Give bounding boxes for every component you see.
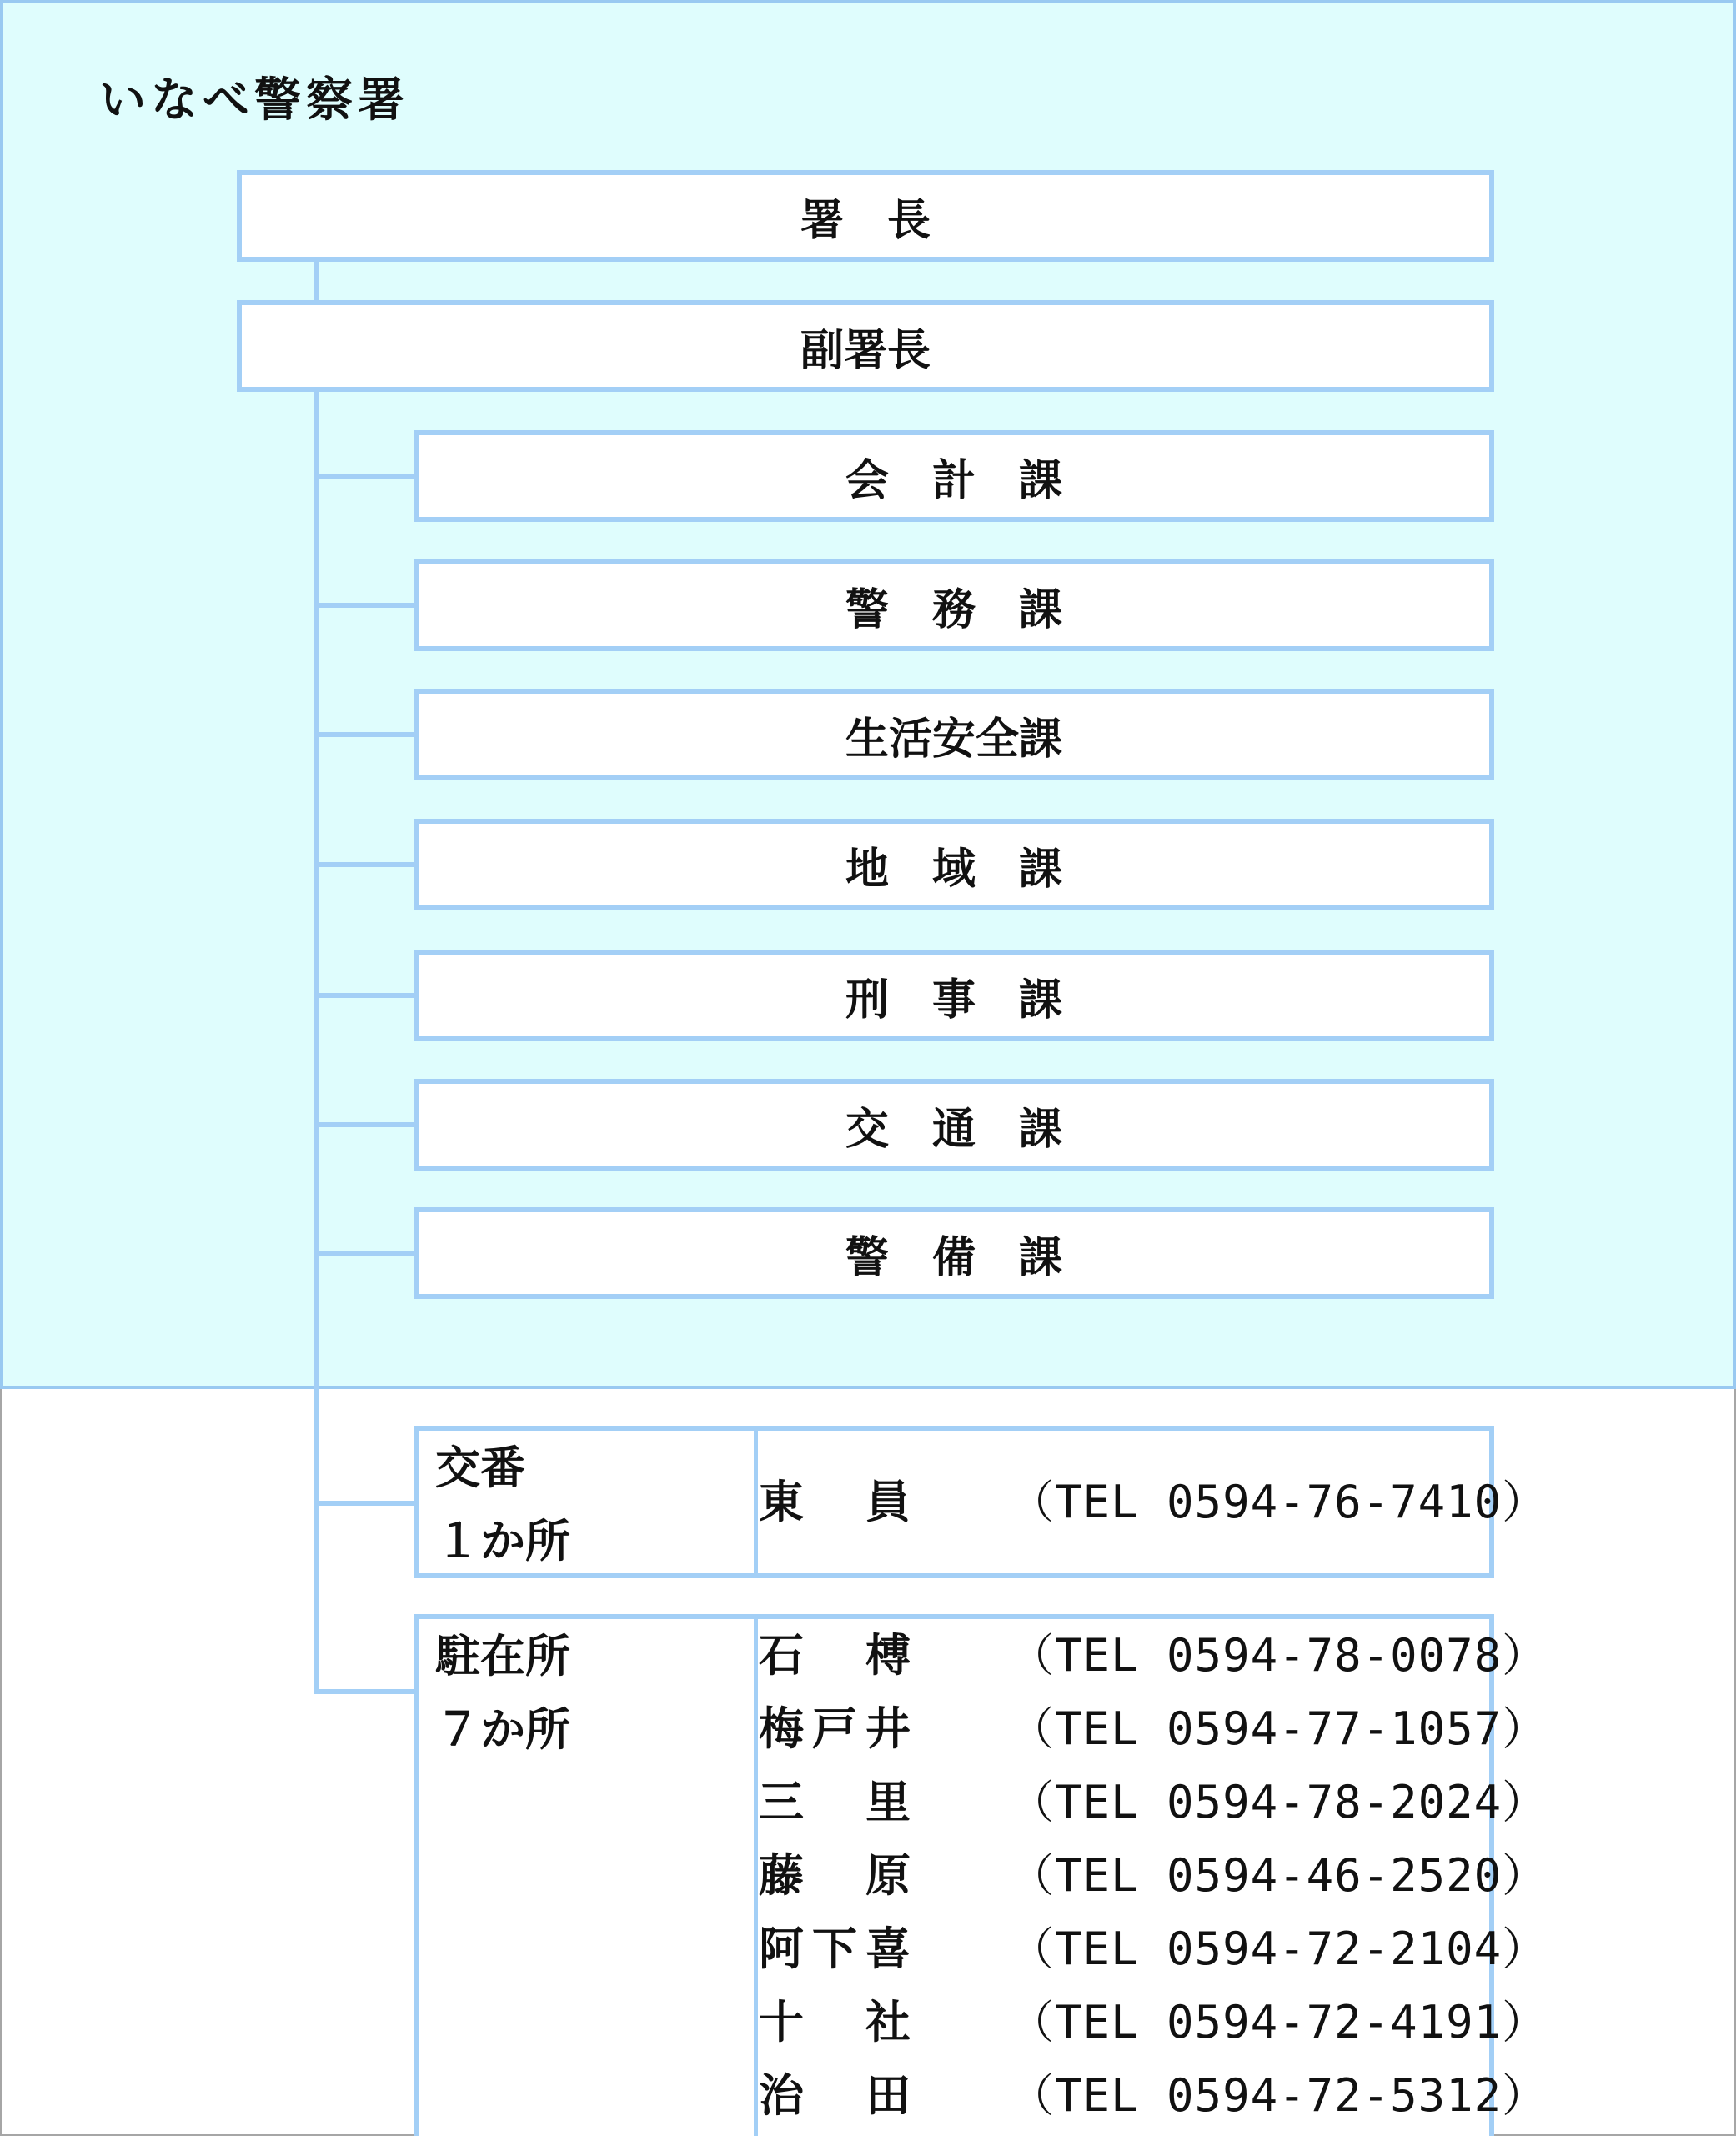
- deputy-box: [237, 300, 1494, 392]
- connector-koban: [314, 1501, 415, 1506]
- chuzaisho-name: 石 榑: [759, 1629, 919, 1682]
- chuzaisho-name: 三 里: [759, 1776, 919, 1828]
- section-label: 警 備 課: [845, 1232, 1062, 1283]
- chuzaisho-name: 治 田: [759, 2069, 919, 2122]
- chuzaisho-entry: [759, 1692, 1548, 1766]
- chuzaisho-tel: （TEL 0594-72-5312）: [1009, 2069, 1548, 2122]
- section-box: [414, 430, 1494, 522]
- section-box: [414, 1079, 1494, 1171]
- chuzaisho-tel: （TEL 0594-78-0078）: [1009, 1629, 1548, 1682]
- koban-divider: [754, 1431, 758, 1573]
- chuzaisho-entry: [759, 1766, 1548, 1839]
- deputy-label: 副署長: [800, 325, 931, 376]
- chuzaisho-label-line1: 駐在所: [435, 1630, 570, 1682]
- connector-section-2: [314, 603, 415, 608]
- connector-section-4: [314, 862, 415, 867]
- chuzaisho-tel: （TEL 0594-72-4191）: [1009, 1996, 1548, 2048]
- koban-label-line2: １か所: [435, 1515, 570, 1567]
- chuzaisho-entry: [759, 1913, 1548, 1986]
- koban-table: [414, 1426, 1548, 1578]
- koban-entry: [759, 1466, 1548, 1539]
- section-box: [414, 950, 1494, 1041]
- chief-box: [237, 170, 1494, 262]
- chuzaisho-table: [414, 1614, 1548, 2136]
- connector-section-5: [314, 993, 415, 998]
- section-label: 交 通 課: [845, 1104, 1062, 1155]
- chuzaisho-name: 阿下喜: [759, 1923, 919, 1975]
- chuzaisho-divider: [754, 1619, 758, 2136]
- chuzaisho-entry: [759, 1839, 1548, 1913]
- connector-section-3: [314, 732, 415, 737]
- section-box: [414, 559, 1494, 651]
- section-box: [414, 819, 1494, 910]
- station-title: いなべ警察署: [99, 73, 409, 128]
- connector-section-1: [314, 474, 415, 479]
- connector-trunk: [314, 387, 319, 1689]
- chuzaisho-entry: [759, 1619, 1548, 1692]
- chuzaisho-tel: （TEL 0594-72-2104）: [1009, 1923, 1548, 1975]
- chuzaisho-name: 藤 原: [759, 1849, 919, 1902]
- chuzaisho-entry: [759, 1986, 1548, 2059]
- section-label: 警 務 課: [845, 584, 1062, 635]
- section-box: [414, 1207, 1494, 1299]
- chuzaisho-name: 梅戸井: [759, 1702, 919, 1755]
- section-box: [414, 689, 1494, 780]
- chuzaisho-label-line2: ７か所: [435, 1703, 570, 1756]
- chuzaisho-name: 十 社: [759, 1996, 919, 2048]
- chuzaisho-entry: [759, 2059, 1548, 2133]
- connector-chief-deputy: [314, 257, 319, 303]
- connector-section-6: [314, 1122, 415, 1127]
- koban-name: 東 員: [759, 1476, 919, 1528]
- connector-chuzaisho: [314, 1689, 415, 1694]
- chief-label: 署 長: [800, 195, 931, 246]
- section-label: 会 計 課: [845, 455, 1062, 506]
- koban-tel: （TEL 0594-76-7410）: [1009, 1476, 1548, 1528]
- chuzaisho-tel: （TEL 0594-46-2520）: [1009, 1849, 1548, 1902]
- section-label: 刑 事 課: [845, 975, 1062, 1025]
- chuzaisho-tel: （TEL 0594-77-1057）: [1009, 1702, 1548, 1755]
- chuzaisho-tel: （TEL 0594-78-2024）: [1009, 1776, 1548, 1828]
- section-label: 地 域 課: [845, 844, 1062, 895]
- section-label: 生活安全課: [845, 714, 1062, 765]
- koban-label-line1: 交番: [435, 1442, 525, 1494]
- connector-section-7: [314, 1251, 415, 1256]
